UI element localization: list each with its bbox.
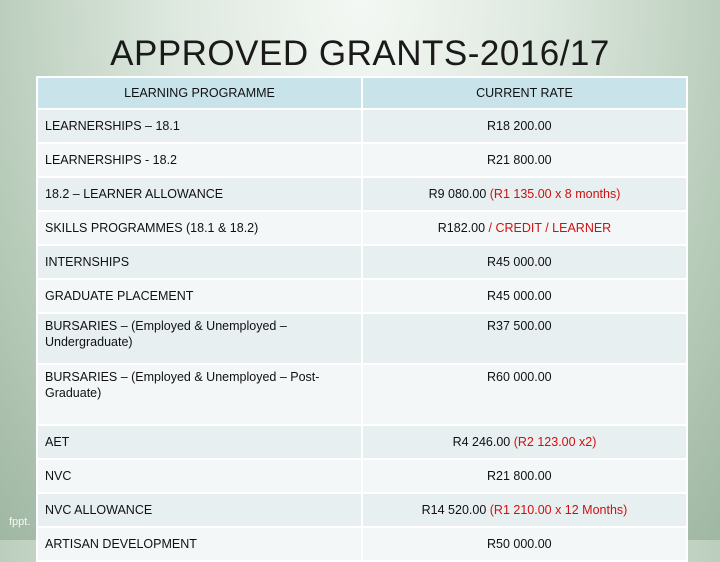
table-row <box>37 143 687 177</box>
rate-cell <box>362 177 687 211</box>
programme-cell: AET <box>37 425 362 459</box>
rate-value: R4 246.00 <box>452 435 514 449</box>
rate-cell <box>362 279 687 313</box>
rate-value: R21 800.00 <box>487 153 552 167</box>
rate-cell <box>362 245 687 279</box>
table-row <box>37 425 687 459</box>
programme-cell: GRADUATE PLACEMENT <box>37 279 362 313</box>
rate-cell <box>362 459 687 493</box>
rate-value: R9 080.00 <box>428 187 490 201</box>
table-row <box>37 527 687 561</box>
programme-cell: LEARNERSHIPS – 18.1 <box>37 109 362 143</box>
programme-cell: ARTISAN DEVELOPMENT <box>37 527 362 561</box>
programme-cell: SKILLS PROGRAMMES (18.1 & 18.2) <box>37 211 362 245</box>
table-row <box>37 493 687 527</box>
rate-value: R50 000.00 <box>487 537 552 551</box>
table-header-row <box>37 77 687 109</box>
page-title: APPROVED GRANTS-2016/17 <box>110 34 610 73</box>
table-row <box>37 279 687 313</box>
rate-note: (R2 123.00 x2) <box>513 435 597 449</box>
rate-value: R45 000.00 <box>487 255 552 269</box>
rate-note: (R1 210.00 x 12 Months) <box>489 503 628 517</box>
programme-cell: NVC <box>37 459 362 493</box>
watermark-text: fppt. <box>9 516 31 528</box>
table-row <box>37 109 687 143</box>
rate-cell <box>362 364 687 425</box>
header-learning-programme: LEARNING PROGRAMME <box>37 77 362 109</box>
rate-note: / CREDIT / LEARNER <box>488 221 612 235</box>
table-row <box>37 177 687 211</box>
rate-cell <box>362 143 687 177</box>
rate-value: R14 520.00 <box>421 503 490 517</box>
rate-cell <box>362 527 687 561</box>
rate-value: R182.00 <box>437 221 489 235</box>
programme-cell: BURSARIES – (Employed & Unemployed – Post-Graduate) <box>37 364 362 425</box>
rate-cell <box>362 493 687 527</box>
programme-cell: NVC ALLOWANCE <box>37 493 362 527</box>
grants-table <box>36 76 688 562</box>
rate-value: R60 000.00 <box>487 370 552 384</box>
table-row <box>37 364 687 425</box>
header-current-rate: CURRENT RATE <box>362 77 687 109</box>
rate-cell <box>362 211 687 245</box>
programme-cell: LEARNERSHIPS - 18.2 <box>37 143 362 177</box>
programme-cell: BURSARIES – (Employed & Unemployed – Undergraduate) <box>37 313 362 364</box>
programme-cell: 18.2 – LEARNER ALLOWANCE <box>37 177 362 211</box>
rate-cell <box>362 425 687 459</box>
programme-cell: INTERNSHIPS <box>37 245 362 279</box>
rate-value: R18 200.00 <box>487 119 552 133</box>
rate-note: (R1 135.00 x 8 months) <box>489 187 621 201</box>
table-row <box>37 459 687 493</box>
rate-value: R21 800.00 <box>487 469 552 483</box>
table-row <box>37 211 687 245</box>
rate-cell <box>362 109 687 143</box>
rate-value: R45 000.00 <box>487 289 552 303</box>
table-row <box>37 245 687 279</box>
rate-value: R37 500.00 <box>487 319 552 333</box>
rate-cell <box>362 313 687 364</box>
table-row <box>37 313 687 364</box>
